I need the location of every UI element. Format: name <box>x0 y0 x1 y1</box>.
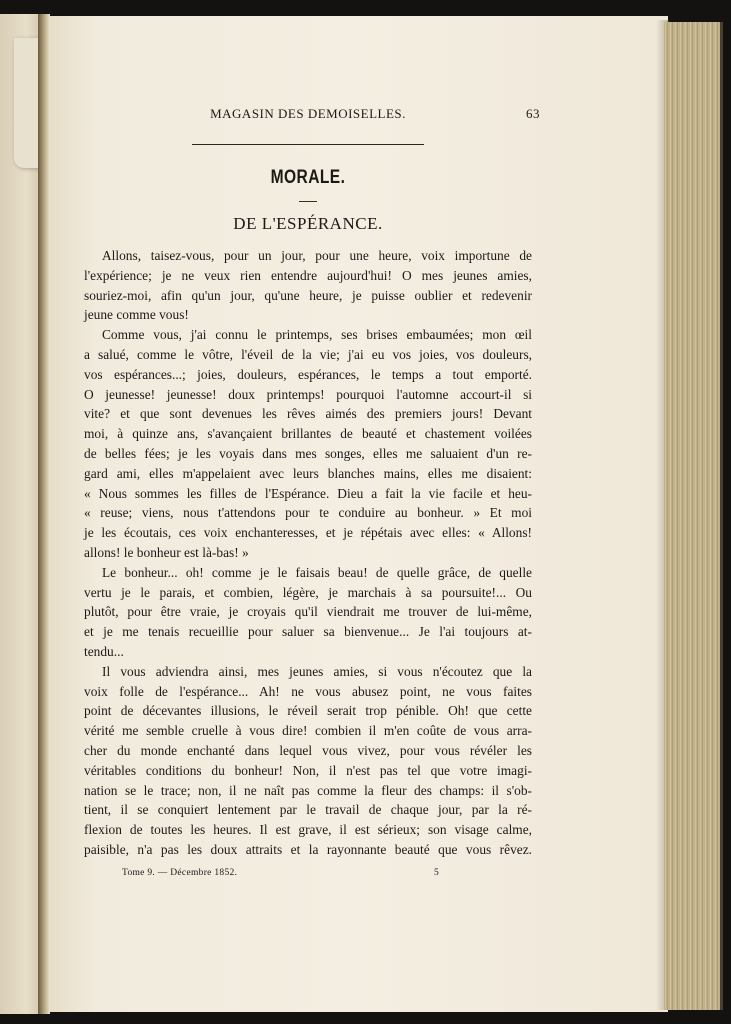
text-line: point de décevantes illusions, le réveil serait trop pénible. Oh! que cette <box>84 703 532 719</box>
page-content <box>84 100 540 884</box>
text-line: vérité me semble cruelle à vous dire! combien il m'en coûte de vous arra- <box>84 723 532 739</box>
article-body <box>84 246 532 860</box>
running-head <box>84 100 540 122</box>
text-line: Allons, taisez-vous, pour un jour, pour une heure, voix importune de <box>102 248 532 263</box>
text-line: Il vous adviendra ainsi, mes jeunes amies, si vous n'écoutez que la <box>102 663 532 679</box>
text-line: O jeunesse! jeunesse! doux printemps! pourquoi l'automne accourt-il si <box>84 386 532 402</box>
text-line: vos espérances...; joies, douleurs, espérances, le temps a tout emporté. <box>84 366 532 382</box>
text-line: nation se le trace; non, il ne naît pas comme la fleur des champs: il s'ob- <box>84 782 532 798</box>
text-line: je les écoutais, ces voix enchanteresses, et je répétais avec elles: « Allons! <box>84 525 532 541</box>
text-line: Le bonheur... oh! comme je le faisais beau! de quelle grâce, de quelle <box>102 564 532 580</box>
gutter <box>38 14 50 1014</box>
page-footer <box>84 868 532 884</box>
text-line: vertu je le parais, et combien, légère, je marchais à sa poursuite!... Ou <box>84 584 532 600</box>
footer-signature: 5 <box>434 867 440 878</box>
text-line: l'expérience; je ne veux rien entendre aujourd'hui! O mes jeunes amies, <box>84 267 532 283</box>
article-subtitle: DE L'ESPÉRANCE. <box>233 214 383 233</box>
text-line: souriez-moi, afin qu'un jour, qu'une heure, je puisse oublier et redevenir <box>84 287 532 303</box>
text-line: paisible, n'a pas les doux attraits et la rayonnante beauté que vous rêvez. <box>84 841 532 857</box>
text-line: véritables conditions du bonheur! Non, il n'est pas tel que votre imagi- <box>84 762 532 778</box>
section-title: MORALE. <box>270 167 346 188</box>
text-line: vite? et que sont devenues les rêves aimés des premiers jours! Devant <box>84 406 532 422</box>
title-divider <box>299 201 317 202</box>
text-line: jeune comme vous! <box>84 307 189 323</box>
text-line: voix folle de l'espérance... Ah! ne vous abusez point, ne vous faites <box>84 683 532 699</box>
text-line: « reuse; viens, nous t'attendons pour te conduire au bonheur. » Et moi <box>84 505 532 521</box>
text-line: allons! le bonheur est là-bas! » <box>84 544 249 560</box>
text-line: tendu... <box>84 643 124 659</box>
text-line: cher du monde enchanté dans lequel vous vivez, pour vous révéler les <box>84 742 532 758</box>
footer-tome: Tome 9. — Décembre 1852. <box>122 867 238 878</box>
page-number: 63 <box>526 106 540 121</box>
running-title: MAGASIN DES DEMOISELLES. <box>210 106 406 121</box>
text-line: tient, il se conquiert lentement par le travail de chaque jour, par la ré- <box>84 802 532 818</box>
text-line: et je me tenais recueillie pour saluer sa bienvenue... Je l'ai toujours at- <box>84 624 532 640</box>
text-line: de belles fées; je les voyais dans mes songes, elles me saluaient d'un re- <box>84 445 532 461</box>
text-line: gard ami, elles m'appelaient avec leurs blanches mains, elles me disaient: <box>84 465 532 481</box>
text-line: a salué, comme le vôtre, l'éveil de la vie; j'ai eu vos joies, vos douleurs, <box>84 346 532 362</box>
text-line: plutôt, pour être vraie, je croyais qu'il viendrait me trouver de lui-même, <box>84 604 532 620</box>
header-rule <box>192 144 424 145</box>
page-block-edges <box>664 22 723 1010</box>
text-line: moi, à quinze ans, s'avançaient brillantes de beauté et chastement voilées <box>84 426 532 442</box>
text-line: flexion de toutes les heures. Il est grave, il est sérieux; son visage calme, <box>84 822 532 838</box>
text-line: Comme vous, j'ai connu le printemps, ses brises embaumées; mon œil <box>102 327 532 343</box>
text-line: « Nous sommes les filles de l'Espérance. Dieu a fait la vie facile et heu- <box>84 485 532 501</box>
